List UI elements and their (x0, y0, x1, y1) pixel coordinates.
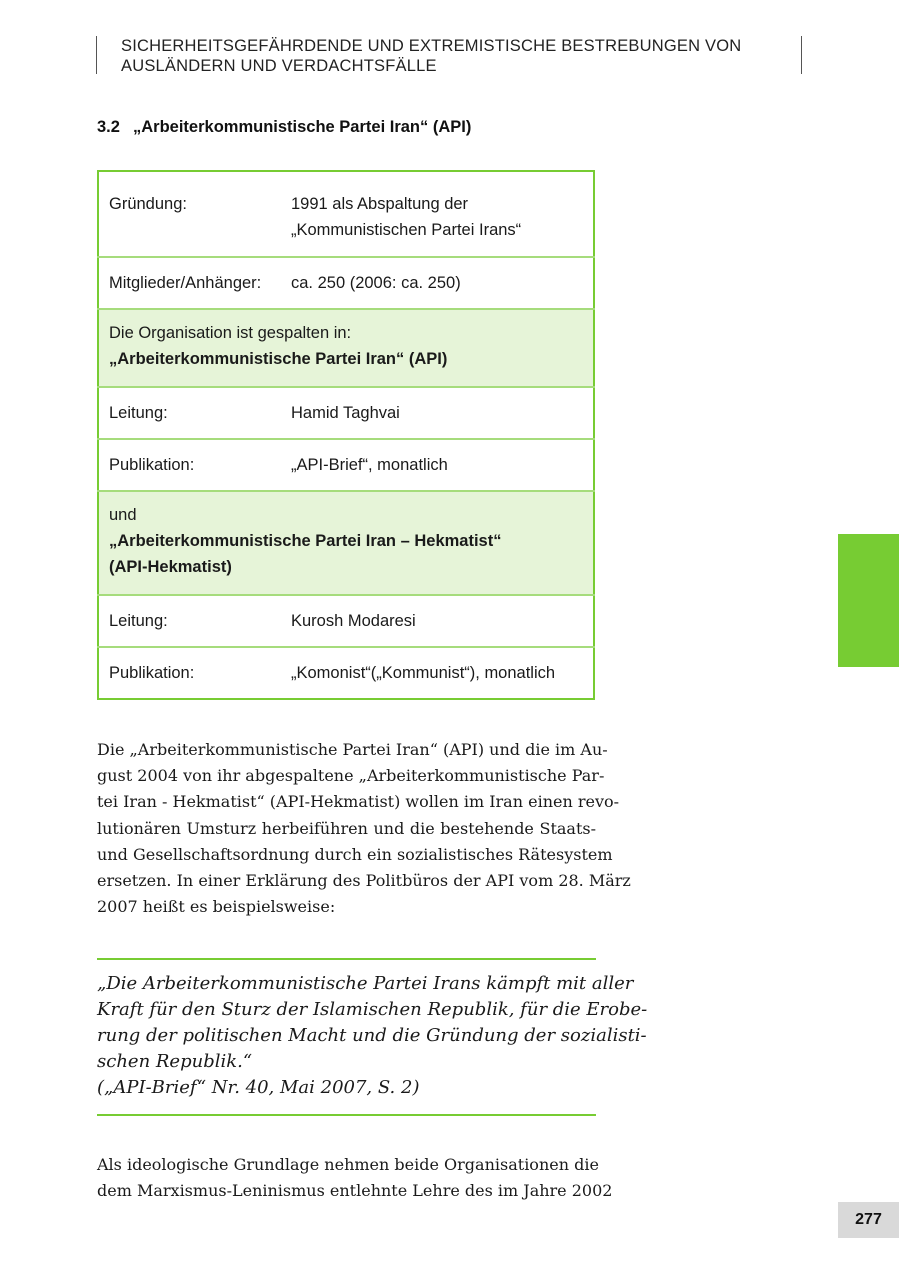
organization-info-table (97, 170, 595, 700)
page-number: 277 (838, 1202, 899, 1238)
chapter-marker-tab (838, 534, 899, 667)
paragraph-2-line: dem Marxismus-Leninismus entlehnte Lehre des im Jahre 2002 (97, 1181, 613, 1201)
founding-label: Gründung: (98, 171, 281, 257)
quote-line: „Die Arbeiterkommunistische Partei Irans kämpft mit aller (97, 973, 634, 994)
org2-leader-label: Leitung: (98, 595, 281, 647)
table-row-founding (98, 171, 594, 257)
quote-block (97, 958, 648, 1116)
split-intro-text: Die Organisation ist gespalten in: (109, 324, 352, 342)
table-row-split-intro (98, 309, 594, 387)
body-paragraph-1 (97, 737, 631, 920)
running-header-line-2: AUSLÄNDERN UND VERDACHTSFÄLLE (121, 57, 437, 75)
running-header (96, 36, 802, 74)
org1-name: „Arbeiterkommunistische Partei Iran“ (API) (109, 350, 448, 368)
org1-leader-value: Hamid Taghvai (281, 387, 594, 439)
members-label: Mitglieder/Anhänger: (98, 257, 281, 309)
table-row-org2-leader (98, 595, 594, 647)
org2-name-line-2: (API-Hekmatist) (109, 558, 232, 576)
section-title: „Arbeiterkommunistische Partei Iran“ (API) (133, 118, 472, 136)
paragraph-1-line: lutionären Umsturz herbeiführen und die bestehende Staats- (97, 818, 596, 838)
quote-line: rung der politischen Macht und die Gründung der sozialisti- (97, 1025, 647, 1046)
paragraph-1-line: tei Iran - Hekmatist“ (API-Hekmatist) wollen im Iran einen revo- (97, 792, 620, 812)
body-paragraph-2 (97, 1152, 613, 1204)
org2-publication-label: Publikation: (109, 664, 195, 682)
members-value: ca. 250 (2006: ca. 250) (281, 257, 594, 309)
table-row-org1-leader (98, 387, 594, 439)
section-number: 3.2 (97, 118, 120, 136)
paragraph-1-line: gust 2004 von ihr abgespaltene „Arbeiterkommunistische Par- (97, 766, 605, 786)
and-text: und (109, 506, 137, 524)
quote-source: („API-Brief“ Nr. 40, Mai 2007, S. 2) (97, 1077, 420, 1098)
org1-publication-label: Publikation: (98, 439, 281, 491)
paragraph-1-line: ersetzen. In einer Erklärung des Politbüros der API vom 28. März (97, 871, 631, 891)
founding-value-line-2: „Kommunistischen Partei Irans“ (291, 221, 522, 239)
paragraph-1-line: und Gesellschaftsordnung durch ein sozialistisches Rätesystem (97, 844, 613, 864)
split-intro-cell (98, 309, 594, 387)
org1-leader-label: Leitung: (98, 387, 281, 439)
running-header-line-1: SICHERHEITSGEFÄHRDENDE UND EXTREMISTISCHE BESTREBUNGEN VON (121, 37, 742, 55)
paragraph-2-line: Als ideologische Grundlage nehmen beide Organisationen die (97, 1155, 599, 1174)
table-row-org2 (98, 491, 594, 595)
paragraph-1-line: Die „Arbeiterkommunistische Partei Iran“ (API) und die im Au- (97, 740, 608, 759)
founding-value-line-1: 1991 als Abspaltung der (291, 195, 469, 213)
org2-cell (98, 491, 594, 595)
section-heading (97, 118, 471, 137)
founding-value (281, 171, 594, 257)
quote-line: schen Republik.“ (97, 1051, 253, 1072)
table-row-org2-publication (98, 647, 594, 699)
org2-publication-value: „Komonist“(„Kommunist“), monatlich (291, 664, 556, 682)
paragraph-1-line: 2007 heißt es beispielsweise: (97, 897, 336, 917)
org1-publication-value: „API-Brief“, monatlich (281, 439, 594, 491)
org2-name-line-1: „Arbeiterkommunistische Partei Iran – Hekmatist“ (109, 532, 502, 550)
quote-line: Kraft für den Sturz der Islamischen Republik, für die Erobe- (97, 999, 648, 1020)
table-row-org1-publication (98, 439, 594, 491)
org2-leader-value: Kurosh Modaresi (281, 595, 594, 647)
table-row-members (98, 257, 594, 309)
